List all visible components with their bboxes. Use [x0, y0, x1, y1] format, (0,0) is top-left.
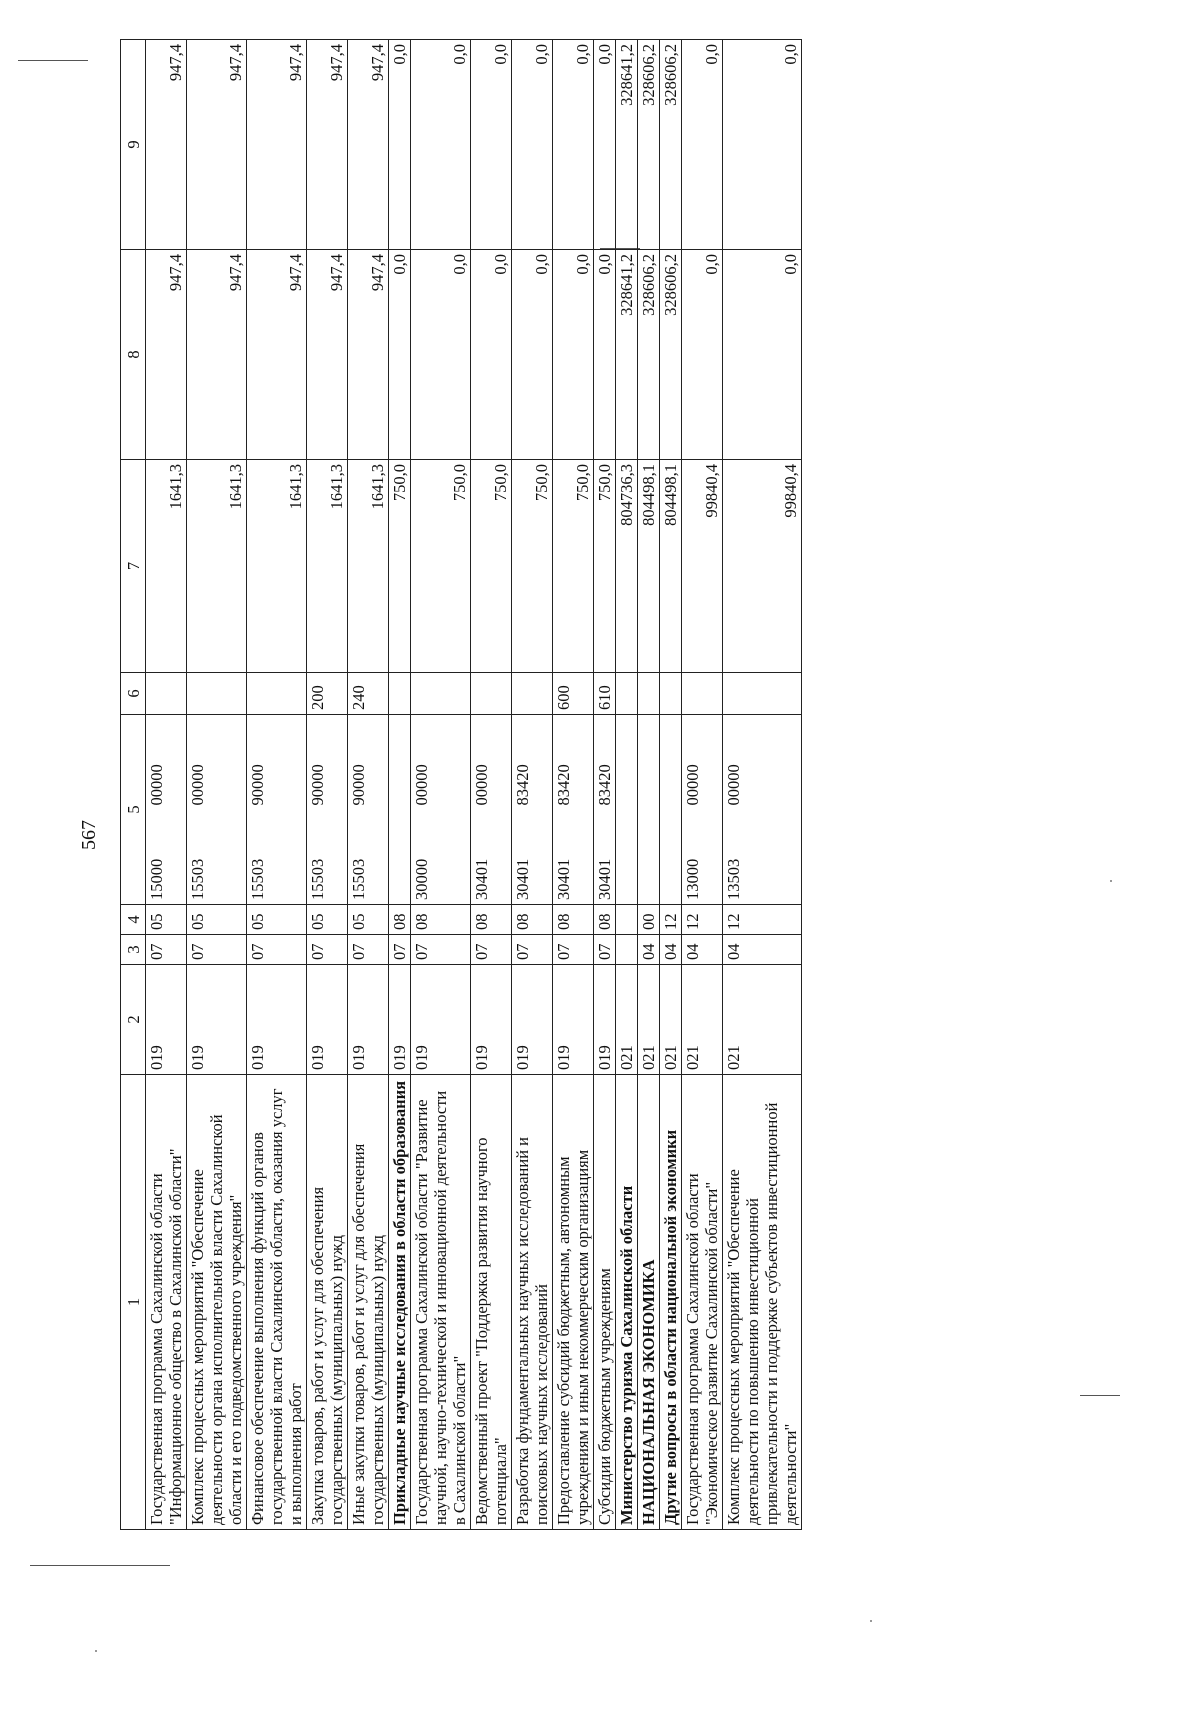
amount-col7-cell: 99840,4	[682, 460, 723, 673]
subsection-code-cell: 05	[187, 905, 247, 935]
target-article-part1: 15000	[147, 858, 166, 900]
target-article-part2: 00000	[724, 764, 743, 806]
table-row	[594, 40, 616, 1530]
amount-col9-cell: 0,0	[682, 40, 723, 250]
section-code-cell: 04	[638, 935, 660, 965]
ministry-code-cell: 019	[247, 965, 307, 1075]
target-article-cell	[187, 715, 247, 905]
target-article-cell	[512, 715, 553, 905]
amount-col7-cell: 804736,3	[616, 460, 638, 673]
rotated-table-area	[78, 40, 1120, 1530]
amount-col8-cell: 0,0	[594, 250, 616, 460]
subsection-code-cell: 08	[389, 905, 411, 935]
subsection-code-cell: 08	[594, 905, 616, 935]
amount-col9-cell: 947,4	[146, 40, 187, 250]
row-name-cell: Комплекс процессных мероприятий "Обеспечение деятельности органа исполнительной власти Сахалинской области и его подведомственного учреждения"	[187, 1075, 247, 1530]
subsection-code-cell: 05	[247, 905, 307, 935]
amount-col7-cell: 750,0	[411, 460, 471, 673]
subsection-code-cell: 05	[146, 905, 187, 935]
ministry-code-cell: 021	[723, 965, 802, 1075]
amount-col9-cell: 947,4	[348, 40, 389, 250]
target-article-cell	[594, 715, 616, 905]
ministry-code-cell: 019	[187, 965, 247, 1075]
table-row	[146, 40, 187, 1530]
target-article-part2	[638, 715, 640, 810]
target-article-part2: 00000	[188, 764, 207, 806]
section-code-cell: 07	[389, 935, 411, 965]
section-code-cell: 07	[187, 935, 247, 965]
table-row	[723, 40, 802, 1530]
header-cell: 1	[121, 1075, 146, 1530]
subsection-code-cell: 08	[512, 905, 553, 935]
scan-artifact	[18, 60, 88, 61]
table-row	[307, 40, 348, 1530]
budget-table	[120, 39, 802, 1530]
table-row	[389, 40, 411, 1530]
expense-type-cell	[660, 673, 682, 715]
amount-col9-cell: 947,4	[187, 40, 247, 250]
amount-col8-cell: 947,4	[307, 250, 348, 460]
subsection-code-cell: 00	[638, 905, 660, 935]
amount-col7-cell: 750,0	[471, 460, 512, 673]
target-article-part2	[389, 715, 391, 810]
amount-col9-cell: 0,0	[553, 40, 594, 250]
subsection-code-cell: 12	[660, 905, 682, 935]
amount-col9-cell: 947,4	[247, 40, 307, 250]
target-article-cell	[723, 715, 802, 905]
amount-col9-cell: 947,4	[307, 40, 348, 250]
amount-col7-cell: 750,0	[389, 460, 411, 673]
amount-col7-cell: 750,0	[594, 460, 616, 673]
target-article-cell	[146, 715, 187, 905]
target-article-cell	[638, 715, 660, 905]
subsection-code-cell: 05	[307, 905, 348, 935]
target-article-cell	[247, 715, 307, 905]
table-row	[638, 40, 660, 1530]
target-article-cell	[616, 715, 638, 905]
target-article-part1: 30401	[513, 858, 532, 900]
amount-col9-cell: 0,0	[471, 40, 512, 250]
amount-col8-cell: 0,0	[723, 250, 802, 460]
section-code-cell	[616, 935, 638, 965]
subsection-code-cell	[616, 905, 638, 935]
section-code-cell: 07	[471, 935, 512, 965]
ministry-code-cell: 019	[594, 965, 616, 1075]
header-row	[121, 40, 146, 1530]
header-cell: 4	[121, 905, 146, 935]
amount-col8-cell: 0,0	[553, 250, 594, 460]
section-code-cell: 07	[411, 935, 471, 965]
target-article-part2: 00000	[472, 764, 491, 806]
section-code-cell: 04	[660, 935, 682, 965]
target-article-part2: 83420	[554, 764, 573, 806]
ministry-code-cell: 019	[389, 965, 411, 1075]
expense-type-cell: 200	[307, 673, 348, 715]
amount-col9-cell: 328606,2	[660, 40, 682, 250]
amount-col8-cell: 328641,2	[616, 250, 638, 460]
ministry-code-cell: 021	[616, 965, 638, 1075]
amount-col8-cell: 0,0	[389, 250, 411, 460]
expense-type-cell: 610	[594, 673, 616, 715]
row-name-cell: Субсидии бюджетным учреждениям	[594, 1075, 616, 1530]
target-article-part1: 15503	[188, 858, 207, 900]
section-code-cell: 07	[247, 935, 307, 965]
amount-col8-cell: 0,0	[471, 250, 512, 460]
header-cell: 5	[121, 715, 146, 905]
target-article-part1: 30000	[412, 858, 431, 900]
target-article-cell	[411, 715, 471, 905]
target-article-cell	[682, 715, 723, 905]
row-name-cell: Государственная программа Сахалинской области "Экономическое развитие Сахалинской области"	[682, 1075, 723, 1530]
target-article-part1: 13503	[724, 858, 743, 900]
table-row	[471, 40, 512, 1530]
row-name-cell: Закупка товаров, работ и услуг для обеспечения государственных (муниципальных) нужд	[307, 1075, 348, 1530]
subsection-code-cell: 08	[471, 905, 512, 935]
expense-type-cell	[389, 673, 411, 715]
target-article-cell	[471, 715, 512, 905]
amount-col8-cell: 328606,2	[660, 250, 682, 460]
ministry-code-cell: 019	[553, 965, 594, 1075]
amount-col7-cell: 99840,4	[723, 460, 802, 673]
expense-type-cell: 240	[348, 673, 389, 715]
header-cell: 7	[121, 460, 146, 673]
amount-col7-cell: 1641,3	[247, 460, 307, 673]
expense-type-cell	[638, 673, 660, 715]
target-article-part2: 90000	[308, 764, 327, 806]
section-code-cell: 07	[594, 935, 616, 965]
target-article-part2	[660, 715, 662, 810]
target-article-cell	[553, 715, 594, 905]
expense-type-cell	[682, 673, 723, 715]
amount-col9-cell: 0,0	[512, 40, 553, 250]
row-name-cell: Министерство туризма Сахалинской области	[616, 1075, 638, 1530]
row-name-cell: Прикладные научные исследования в области образования	[389, 1075, 411, 1530]
row-name-cell: Разработка фундаментальных научных исследований и поисковых научных исследований	[512, 1075, 553, 1530]
header-cell: 2	[121, 965, 146, 1075]
amount-col8-cell: 0,0	[512, 250, 553, 460]
expense-type-cell	[512, 673, 553, 715]
target-article-part1: 30401	[595, 858, 614, 900]
table-row	[247, 40, 307, 1530]
expense-type-cell	[247, 673, 307, 715]
amount-col7-cell: 750,0	[512, 460, 553, 673]
table-row	[411, 40, 471, 1530]
subsection-code-cell: 05	[348, 905, 389, 935]
page-number: 567	[78, 820, 100, 850]
amount-col7-cell: 1641,3	[307, 460, 348, 673]
section-code-cell: 07	[307, 935, 348, 965]
row-name-cell: Другие вопросы в области национальной экономики	[660, 1075, 682, 1530]
amount-col9-cell: 328641,2	[616, 40, 638, 250]
table-row	[616, 40, 638, 1530]
target-article-part1	[660, 810, 662, 905]
target-article-part2: 00000	[147, 764, 166, 806]
target-article-part2: 90000	[349, 764, 368, 806]
row-name-cell: НАЦИОНАЛЬНАЯ ЭКОНОМИКА	[638, 1075, 660, 1530]
subsection-code-cell: 08	[553, 905, 594, 935]
table-row	[553, 40, 594, 1530]
table-row	[348, 40, 389, 1530]
target-article-part1: 15503	[248, 858, 267, 900]
expense-type-cell	[146, 673, 187, 715]
section-code-cell: 04	[682, 935, 723, 965]
subsection-code-cell: 08	[411, 905, 471, 935]
target-article-part2: 83420	[513, 764, 532, 806]
header-cell: 6	[121, 673, 146, 715]
scan-artifact	[30, 1565, 170, 1566]
target-article-part1: 30401	[472, 858, 491, 900]
target-article-part1	[616, 810, 618, 905]
subsection-code-cell: 12	[682, 905, 723, 935]
header-cell: 8	[121, 250, 146, 460]
amount-col9-cell: 328606,2	[638, 40, 660, 250]
target-article-cell	[389, 715, 411, 905]
scan-artifact	[870, 1620, 872, 1622]
ministry-code-cell: 019	[512, 965, 553, 1075]
expense-type-cell	[411, 673, 471, 715]
amount-col8-cell: 947,4	[247, 250, 307, 460]
amount-col8-cell: 947,4	[146, 250, 187, 460]
target-article-part2: 90000	[248, 764, 267, 806]
target-article-cell	[660, 715, 682, 905]
expense-type-cell	[187, 673, 247, 715]
section-code-cell: 07	[348, 935, 389, 965]
amount-col7-cell: 750,0	[553, 460, 594, 673]
table-row	[660, 40, 682, 1530]
section-code-cell: 07	[553, 935, 594, 965]
expense-type-cell	[616, 673, 638, 715]
amount-col8-cell: 328606,2	[638, 250, 660, 460]
ministry-code-cell: 019	[471, 965, 512, 1075]
row-name-cell: Комплекс процессных мероприятий "Обеспечение деятельности по повышению инвестиционной привлекательности и поддержке субъектов инвестиционной деятельности"	[723, 1075, 802, 1530]
ministry-code-cell: 021	[660, 965, 682, 1075]
row-name-cell: Государственная программа Сахалинской области "Информационное общество в Сахалинской области"	[146, 1075, 187, 1530]
section-code-cell: 07	[146, 935, 187, 965]
target-article-part2	[616, 715, 618, 810]
amount-col9-cell: 0,0	[411, 40, 471, 250]
target-article-part1	[389, 810, 391, 905]
header-cell: 9	[121, 40, 146, 250]
amount-col9-cell: 0,0	[723, 40, 802, 250]
amount-col8-cell: 947,4	[187, 250, 247, 460]
ministry-code-cell: 019	[411, 965, 471, 1075]
header-cell: 3	[121, 935, 146, 965]
amount-col9-cell: 0,0	[594, 40, 616, 250]
target-article-part2: 00000	[683, 764, 702, 806]
amount-col8-cell: 0,0	[682, 250, 723, 460]
row-name-cell: Финансовое обеспечение выполнения функций органов государственной власти Сахалинской области, оказания услуг и выполнения работ	[247, 1075, 307, 1530]
target-article-part1: 15503	[349, 858, 368, 900]
target-article-part1: 30401	[554, 858, 573, 900]
ministry-code-cell: 019	[146, 965, 187, 1075]
target-article-cell	[307, 715, 348, 905]
table-row	[187, 40, 247, 1530]
ministry-code-cell: 019	[348, 965, 389, 1075]
ministry-code-cell: 021	[682, 965, 723, 1075]
amount-col7-cell: 1641,3	[187, 460, 247, 673]
section-code-cell: 04	[723, 935, 802, 965]
expense-type-cell	[723, 673, 802, 715]
ministry-code-cell: 019	[307, 965, 348, 1075]
target-article-part1: 15503	[308, 858, 327, 900]
target-article-cell	[348, 715, 389, 905]
target-article-part2: 00000	[412, 764, 431, 806]
amount-col7-cell: 804498,1	[638, 460, 660, 673]
target-article-part1: 13000	[683, 858, 702, 900]
amount-col7-cell: 804498,1	[660, 460, 682, 673]
table-row	[512, 40, 553, 1530]
target-article-part1	[638, 810, 640, 905]
target-article-part2: 83420	[595, 764, 614, 806]
amount-col9-cell: 0,0	[389, 40, 411, 250]
subsection-code-cell: 12	[723, 905, 802, 935]
table-row	[682, 40, 723, 1530]
expense-type-cell	[471, 673, 512, 715]
section-code-cell: 07	[512, 935, 553, 965]
amount-col7-cell: 1641,3	[146, 460, 187, 673]
expense-type-cell: 600	[553, 673, 594, 715]
amount-col8-cell: 0,0	[411, 250, 471, 460]
amount-col8-cell: 947,4	[348, 250, 389, 460]
scan-artifact	[95, 1650, 97, 1652]
amount-col7-cell: 1641,3	[348, 460, 389, 673]
ministry-code-cell: 021	[638, 965, 660, 1075]
row-name-cell: Государственная программа Сахалинской области "Развитие научной, научно-технической и инновационной деятельности в Сахалинской области"	[411, 1075, 471, 1530]
row-name-cell: Предоставление субсидий бюджетным, автономным учреждениям и иным некоммерческим организациям	[553, 1075, 594, 1530]
row-name-cell: Иные закупки товаров, работ и услуг для обеспечения государственных (муниципальных) нужд	[348, 1075, 389, 1530]
row-name-cell: Ведомственный проект "Поддержка развития научного потенциала"	[471, 1075, 512, 1530]
